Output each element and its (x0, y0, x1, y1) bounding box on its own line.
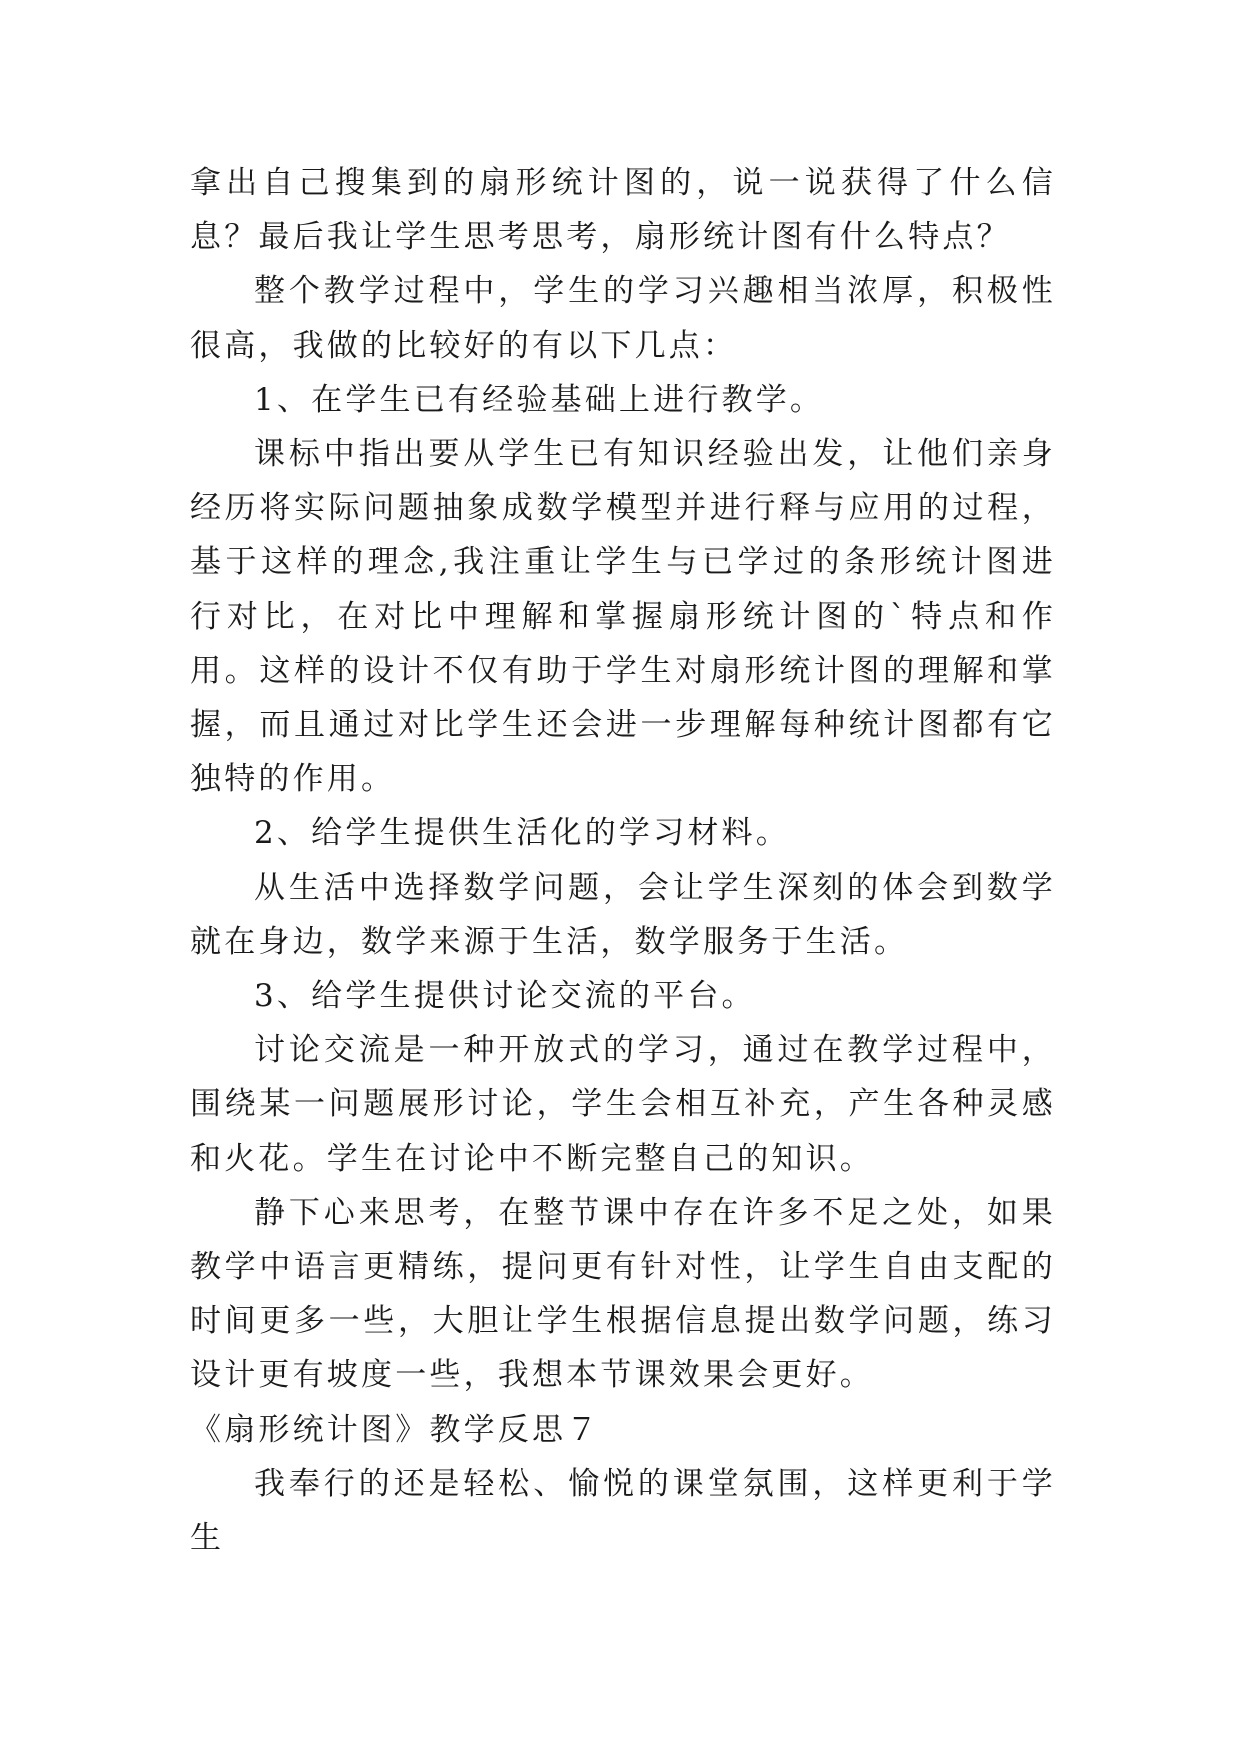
paragraph-6: 静下心来思考，在整节课中存在许多不足之处，如果教学中语言更精练，提问更有针对性，让学生自由支配的时间更多一些，大胆让学生根据信息提出数学问题，练习设计更有坡度一些，我想本节课效果会更好。 (190, 1194, 1056, 1394)
list-item-3: 3、给学生提供讨论交流的平台。 (254, 978, 756, 1015)
list-item-2: 2、给学生提供生活化的学习材料。 (254, 815, 790, 852)
paragraph-1: 拿出自己搜集到的扇形统计图的，说一说获得了什么信息？最后我让学生思考思考，扇形统计图有什么特点？ (190, 165, 1056, 256)
section-heading: 《扇形统计图》教学反思７ (190, 1411, 601, 1448)
paragraph-5: 讨论交流是一种开放式的学习，通过在教学过程中，围绕某一问题展形讨论，学生会相互补充，产生各种灵感和火花。学生在讨论中不断完整自己的知识。 (190, 1032, 1056, 1177)
list-item-1: 1、在学生已有经验基础上进行教学。 (254, 381, 825, 418)
paragraph-7: 我奉行的还是轻松、愉悦的课堂氛围，这样更利于学生 (190, 1465, 1056, 1557)
paragraph-2: 整个教学过程中，学生的学习兴趣相当浓厚，积极性很高，我做的比较好的有以下几点： (190, 273, 1056, 364)
paragraph-4: 从生活中选择数学问题，会让学生深刻的体会到数学就在身边，数学来源于生活，数学服务于生活。 (190, 869, 1056, 960)
document-body (190, 156, 1056, 1565)
paragraph-3: 课标中指出要从学生已有知识经验出发，让他们亲身经历将实际问题抽象成数学模型并进行释与应用的过程，基于这样的理念,我注重让学生与已学过的条形统计图进行对比，在对比中理解和掌握扇形统计图的`特点和作用。这样的设计不仅有助于学生对扇形统计图的理解和掌握，而且通过对比学生还会进一步理解每种统计图都有它独特的作用。 (190, 436, 1056, 798)
